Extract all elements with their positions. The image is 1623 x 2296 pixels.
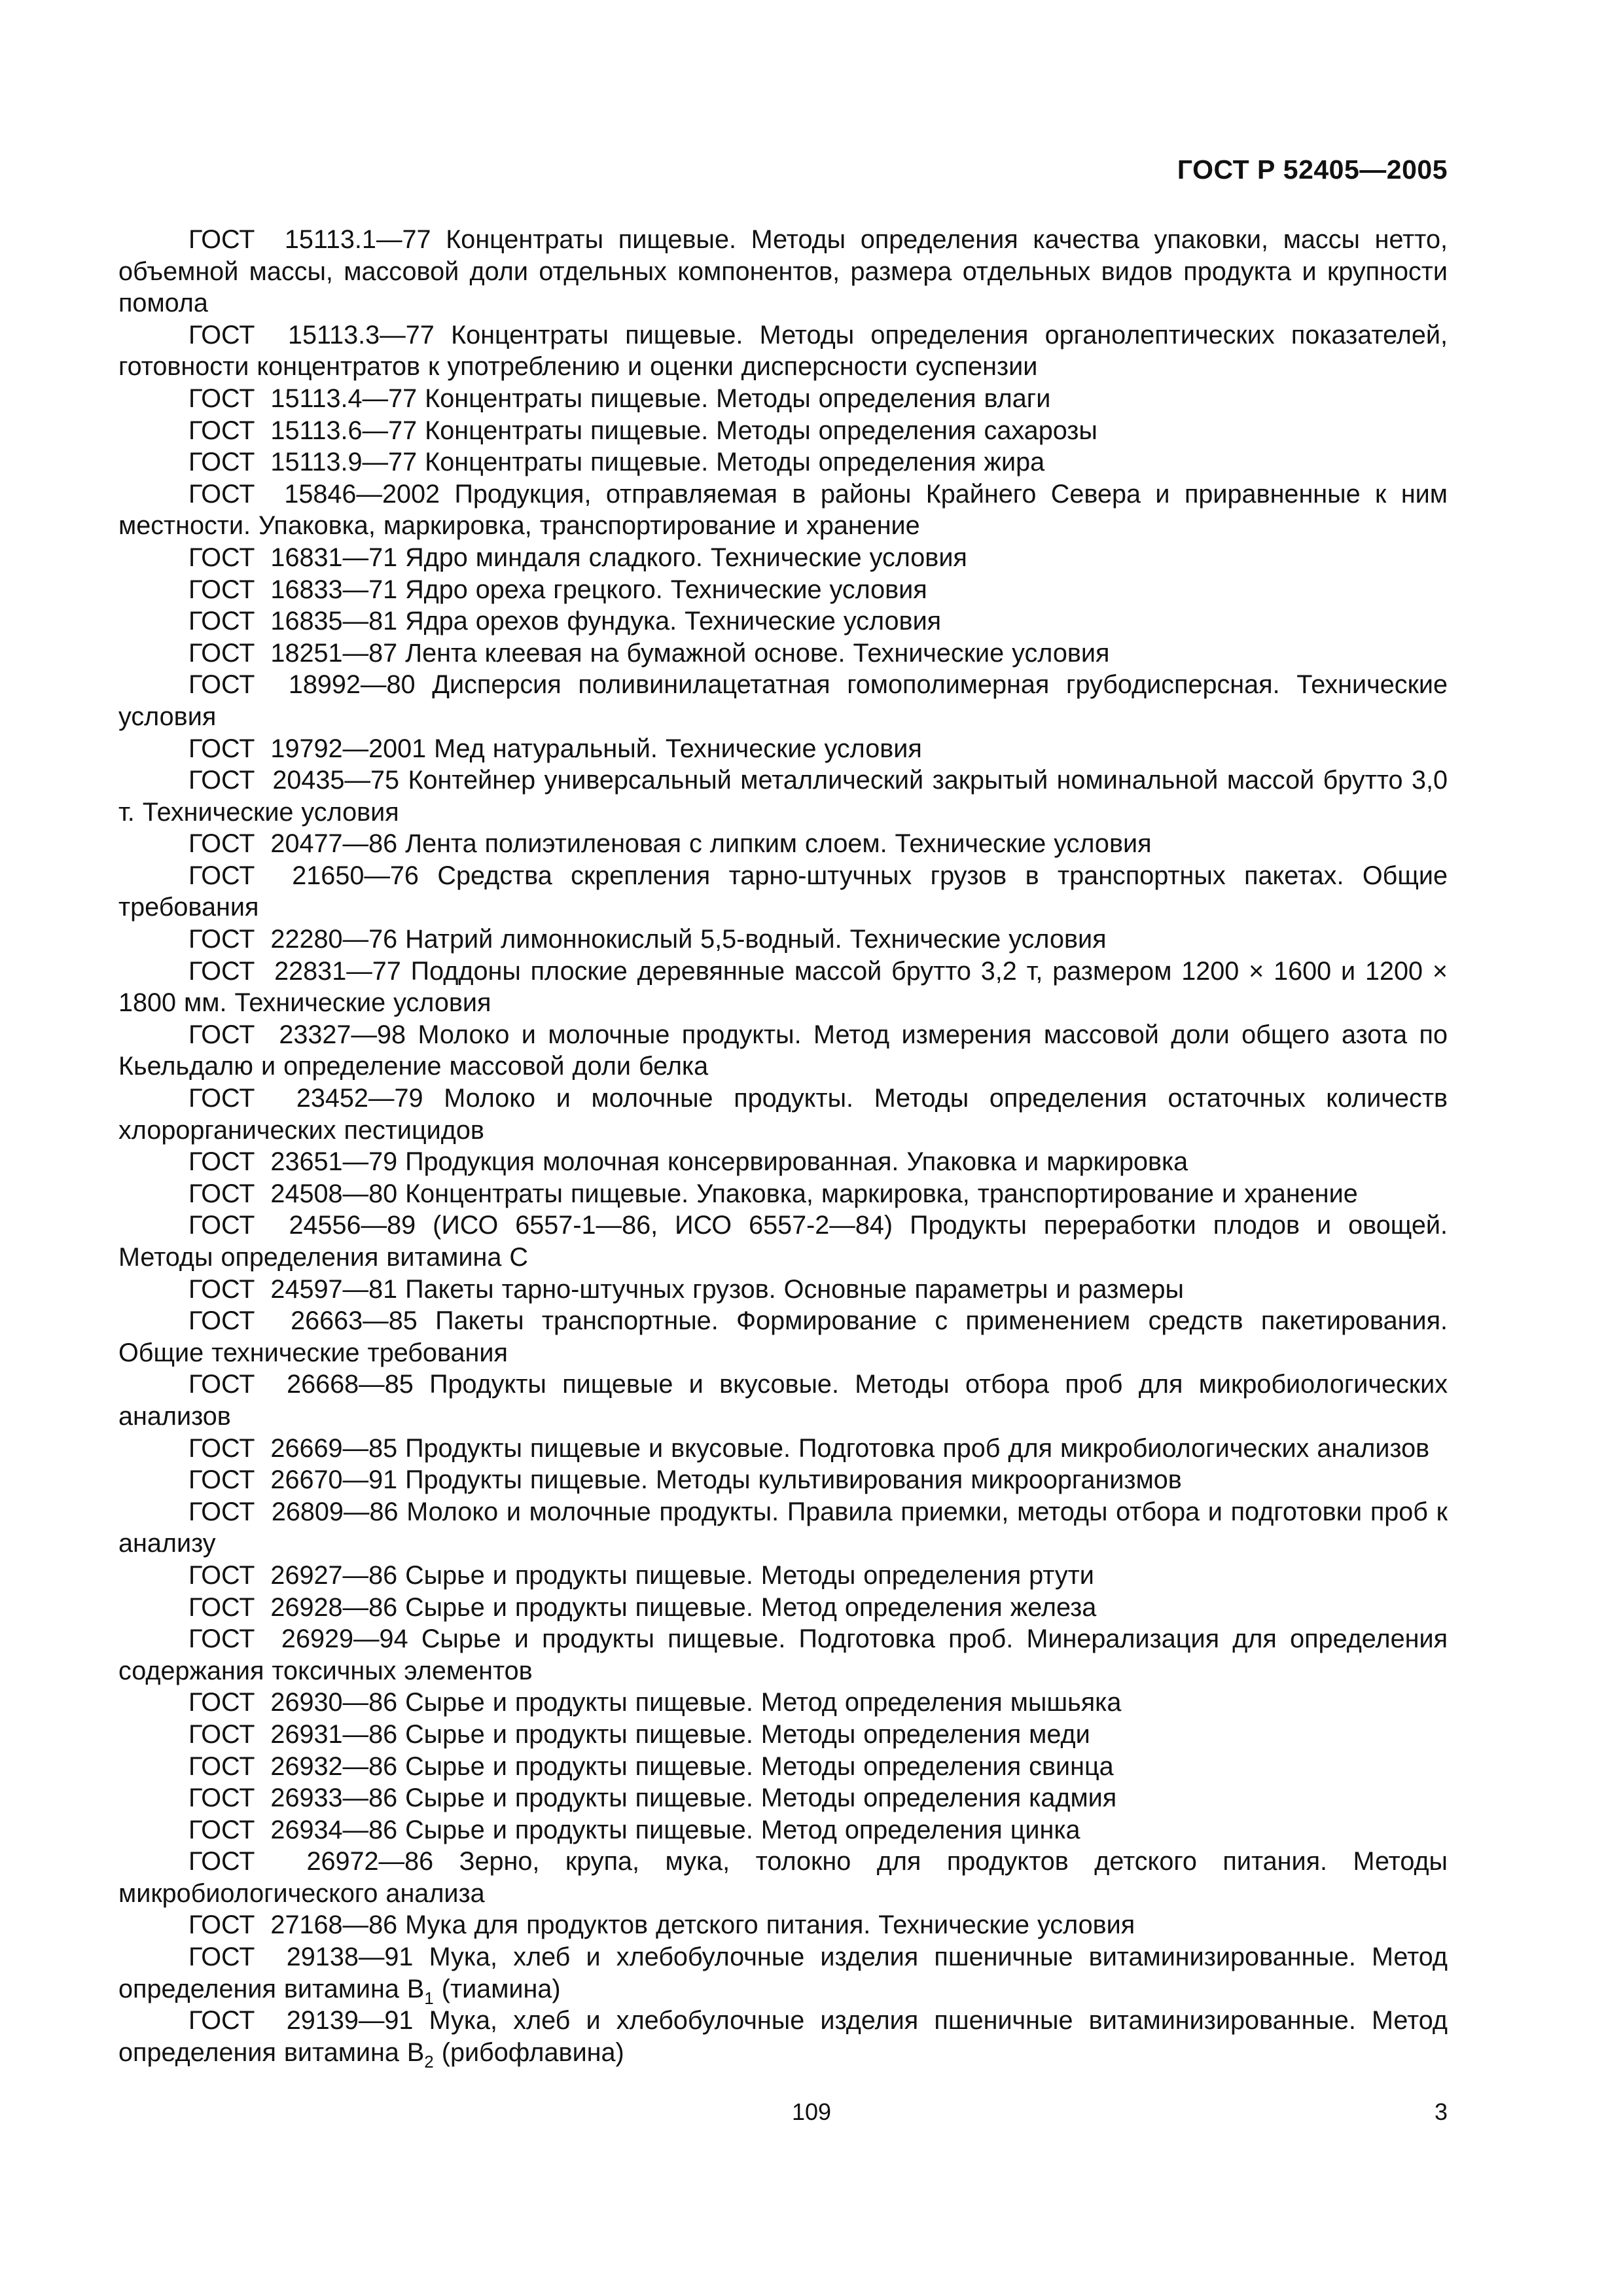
reference-code: ГОСТ 15113.3—77 bbox=[188, 320, 435, 350]
reference-item bbox=[118, 1433, 1448, 1465]
reference-code: ГОСТ 23327—98 bbox=[188, 1020, 406, 1049]
reference-code: ГОСТ 26668—85 bbox=[188, 1370, 414, 1399]
reference-title: Зерно, крупа, мука, толокно для продуктов детского питания. Методы микробиологического анализа bbox=[118, 1847, 1448, 1908]
reference-item bbox=[118, 1019, 1448, 1083]
reference-title: Сырье и продукты пищевые. Методы определения свинца bbox=[405, 1751, 1114, 1781]
reference-title: Контейнер универсальный металлический закрытый номинальной массой брутто 3,0 т. Технические условия bbox=[118, 766, 1448, 827]
reference-item bbox=[118, 2005, 1448, 2072]
reference-item bbox=[118, 828, 1448, 860]
reference-title: Мука, хлеб и хлебобулочные изделия пшеничные витаминизированные. Метод определения витамина B bbox=[118, 2006, 1448, 2067]
reference-title: Дисперсия поливинилацетатная гомополимерная грубодисперсная. Технические условия bbox=[118, 670, 1448, 731]
reference-title: Сырье и продукты пищевые. Метод определения железа bbox=[405, 1592, 1097, 1622]
reference-item bbox=[118, 319, 1448, 383]
reference-item bbox=[118, 574, 1448, 606]
reference-code: ГОСТ 15113.4—77 bbox=[188, 384, 418, 413]
reference-item bbox=[118, 1146, 1448, 1178]
reference-item bbox=[118, 1719, 1448, 1751]
reference-title: Мука для продуктов детского питания. Технические условия bbox=[405, 1910, 1135, 1940]
reference-item bbox=[118, 478, 1448, 542]
reference-title: Ядро миндаля сладкого. Технические условия bbox=[405, 543, 967, 572]
reference-item bbox=[118, 446, 1448, 478]
reference-code: ГОСТ 23651—79 bbox=[188, 1147, 398, 1177]
reference-title: Натрий лимоннокислый 5,5-водный. Технические условия bbox=[405, 925, 1107, 954]
reference-title: Молоко и молочные продукты. Методы определения остаточных количеств хлорорганических пестицидов bbox=[118, 1084, 1448, 1145]
vitamin-subscript: 1 bbox=[424, 1988, 434, 2008]
reference-title: Молоко и молочные продукты. Метод измерения массовой доли общего азота по Кьельдалю и определение массовой доли белка bbox=[118, 1020, 1448, 1081]
reference-item bbox=[118, 669, 1448, 732]
reference-item bbox=[118, 1496, 1448, 1560]
reference-item bbox=[118, 1210, 1448, 1273]
reference-code: ГОСТ 18251—87 bbox=[188, 638, 398, 668]
reference-title: Ядра орехов фундука. Технические условия bbox=[405, 607, 942, 636]
reference-title: Продукты пищевые и вкусовые. Подготовка проб для микробиологических анализов bbox=[405, 1433, 1430, 1463]
reference-code: ГОСТ 16831—71 bbox=[188, 543, 398, 572]
reference-title: Мед натуральный. Технические условия bbox=[434, 734, 922, 763]
reference-title: Продукты пищевые и вкусовые. Методы отбора проб для микробиологических анализов bbox=[118, 1370, 1448, 1431]
reference-title: (ИСО 6557-1—86, ИСО 6557-2—84) Продукты переработки плодов и овощей. Методы определения витамина С bbox=[118, 1211, 1448, 1272]
reference-item bbox=[118, 1687, 1448, 1719]
reference-item bbox=[118, 860, 1448, 924]
reference-code: ГОСТ 20435—75 bbox=[188, 766, 400, 795]
reference-code: ГОСТ 26663—85 bbox=[188, 1306, 418, 1336]
reference-code: ГОСТ 23452—79 bbox=[188, 1084, 423, 1113]
reference-code: ГОСТ 26928—86 bbox=[188, 1592, 398, 1622]
reference-item bbox=[118, 637, 1448, 670]
reference-item bbox=[118, 733, 1448, 765]
reference-item bbox=[118, 1178, 1448, 1210]
reference-code: ГОСТ 26669—85 bbox=[188, 1433, 398, 1463]
reference-title: Поддоны плоские деревянные массой брутто 3,2 т, размером 1200 × 1600 и 1200 × 1800 мм. Технические условия bbox=[118, 956, 1448, 1018]
reference-title: Продукция молочная консервированная. Упаковка и маркировка bbox=[405, 1147, 1188, 1177]
reference-title: Сырье и продукты пищевые. Методы определения кадмия bbox=[405, 1784, 1117, 1813]
standard-header: ГОСТ Р 52405—2005 bbox=[1177, 154, 1448, 185]
reference-title: Ядро ореха грецкого. Технические условия bbox=[405, 575, 927, 604]
reference-code: ГОСТ 26670—91 bbox=[188, 1465, 398, 1495]
reference-title: Лента полиэтиленовая с липким слоем. Технические условия bbox=[405, 829, 1152, 859]
reference-code: ГОСТ 26972—86 bbox=[188, 1847, 434, 1876]
reference-item bbox=[118, 1274, 1448, 1306]
reference-title: Продукты пищевые. Методы культивирования микроорганизмов bbox=[405, 1465, 1182, 1495]
reference-item bbox=[118, 1846, 1448, 1909]
reference-item bbox=[118, 542, 1448, 574]
reference-item bbox=[118, 1305, 1448, 1369]
reference-title: Сырье и продукты пищевые. Метод определения цинка bbox=[405, 1815, 1080, 1844]
reference-title: Концентраты пищевые. Методы определения влаги bbox=[425, 384, 1051, 413]
reference-title: Сырье и продукты пищевые. Методы определения меди bbox=[405, 1719, 1090, 1749]
reference-item bbox=[118, 1464, 1448, 1496]
reference-code: ГОСТ 15113.6—77 bbox=[188, 416, 418, 445]
reference-title: Концентраты пищевые. Упаковка, маркировка, транспортирование и хранение bbox=[405, 1179, 1358, 1208]
reference-item bbox=[118, 1083, 1448, 1146]
reference-code: ГОСТ 24508—80 bbox=[188, 1179, 398, 1208]
reference-code: ГОСТ 26934—86 bbox=[188, 1815, 398, 1844]
reference-code: ГОСТ 26927—86 bbox=[188, 1560, 398, 1590]
reference-title-tail: (тиамина) bbox=[433, 1974, 561, 2003]
reference-item bbox=[118, 383, 1448, 415]
reference-code: ГОСТ 26933—86 bbox=[188, 1784, 398, 1813]
reference-item bbox=[118, 1782, 1448, 1814]
reference-code: ГОСТ 26929—94 bbox=[188, 1624, 408, 1654]
reference-item bbox=[118, 1909, 1448, 1941]
reference-code: ГОСТ 19792—2001 bbox=[188, 734, 427, 763]
reference-title: Сырье и продукты пищевые. Подготовка проб. Минерализация для определения содержания токсичных элементов bbox=[118, 1624, 1448, 1685]
reference-title: Концентраты пищевые. Методы определения органолептических показателей, готовности концентратов к употреблению и оценки дисперсности суспензии bbox=[118, 320, 1448, 382]
reference-list bbox=[118, 224, 1448, 2072]
reference-code: ГОСТ 24556—89 bbox=[188, 1211, 416, 1240]
reference-title: Лента клеевая на бумажной основе. Технические условия bbox=[405, 638, 1110, 668]
reference-item bbox=[118, 605, 1448, 637]
reference-item bbox=[118, 764, 1448, 828]
reference-code: ГОСТ 16833—71 bbox=[188, 575, 398, 604]
reference-title: Пакеты транспортные. Формирование с применением средств пакетирования. Общие технические требования bbox=[118, 1306, 1448, 1367]
reference-code: ГОСТ 21650—76 bbox=[188, 861, 419, 890]
reference-code: ГОСТ 15846—2002 bbox=[188, 479, 440, 509]
reference-title: Пакеты тарно-штучных грузов. Основные параметры и размеры bbox=[405, 1274, 1184, 1304]
center-page-number: 109 bbox=[791, 2098, 832, 2125]
reference-item bbox=[118, 1941, 1448, 2008]
reference-item bbox=[118, 1751, 1448, 1783]
reference-item bbox=[118, 1592, 1448, 1624]
reference-item bbox=[118, 1560, 1448, 1592]
page-number: 3 bbox=[1434, 2098, 1448, 2125]
reference-item bbox=[118, 1814, 1448, 1846]
reference-code: ГОСТ 18992—80 bbox=[188, 670, 416, 700]
reference-title: Средства скрепления тарно-штучных грузов в транспортных пакетах. Общие требования bbox=[118, 861, 1448, 922]
reference-title: Продукция, отправляемая в районы Крайнего Севера и приравненные к ним местности. Упаковка, маркировка, транспортирование и хранение bbox=[118, 479, 1448, 541]
reference-code: ГОСТ 27168—86 bbox=[188, 1910, 398, 1940]
reference-code: ГОСТ 22280—76 bbox=[188, 925, 398, 954]
reference-code: ГОСТ 22831—77 bbox=[188, 956, 401, 986]
reference-code: ГОСТ 26809—86 bbox=[188, 1497, 399, 1526]
reference-item bbox=[118, 224, 1448, 319]
reference-code: ГОСТ 29138—91 bbox=[188, 1943, 414, 1972]
reference-code: ГОСТ 15113.1—77 bbox=[188, 225, 431, 254]
reference-title: Мука, хлеб и хлебобулочные изделия пшеничные витаминизированные. Метод определения витамина B bbox=[118, 1943, 1448, 2003]
reference-item bbox=[118, 924, 1448, 956]
vitamin-subscript: 2 bbox=[424, 2051, 434, 2072]
reference-code: ГОСТ 26930—86 bbox=[188, 1688, 398, 1717]
reference-item bbox=[118, 1623, 1448, 1687]
reference-code: ГОСТ 16835—81 bbox=[188, 607, 398, 636]
reference-item bbox=[118, 956, 1448, 1019]
reference-title-tail: (рибофлавина) bbox=[433, 2037, 624, 2067]
reference-code: ГОСТ 26932—86 bbox=[188, 1751, 398, 1781]
reference-code: ГОСТ 24597—81 bbox=[188, 1274, 398, 1304]
reference-item bbox=[118, 415, 1448, 447]
reference-title: Сырье и продукты пищевые. Метод определения мышьяка bbox=[405, 1688, 1122, 1717]
reference-code: ГОСТ 15113.9—77 bbox=[188, 448, 418, 477]
reference-code: ГОСТ 26931—86 bbox=[188, 1719, 398, 1749]
reference-title: Концентраты пищевые. Методы определения жира bbox=[425, 448, 1045, 477]
reference-title: Концентраты пищевые. Методы определения сахарозы bbox=[425, 416, 1097, 445]
reference-title: Сырье и продукты пищевые. Методы определения ртути bbox=[405, 1560, 1094, 1590]
reference-code: ГОСТ 20477—86 bbox=[188, 829, 398, 859]
reference-code: ГОСТ 29139—91 bbox=[188, 2006, 414, 2036]
reference-title: Молоко и молочные продукты. Правила приемки, методы отбора и подготовки проб к анализу bbox=[118, 1497, 1448, 1558]
reference-item bbox=[118, 1369, 1448, 1432]
reference-title: Концентраты пищевые. Методы определения качества упаковки, массы нетто, объемной массы, массовой доли отдельных компонентов, размера отдельных видов продукта и крупности помола bbox=[118, 225, 1448, 318]
